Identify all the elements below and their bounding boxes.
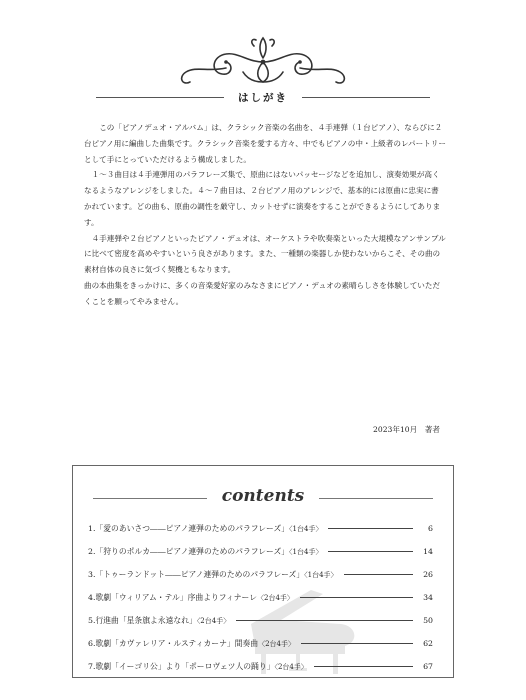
toc-entry-title-text: 4.歌劇「ウィリアム・テル」序曲よりフィナーレ: [88, 592, 257, 602]
toc-entry-ensemble: 〈1台4手〉: [289, 547, 323, 556]
preface-signature: 2023年10月 著者: [373, 425, 440, 434]
toc-entry-ensemble: 〈1台4手〉: [289, 524, 323, 533]
preface-paragraph: この「ピアノデュオ・アルバム」は、クラシック音楽の名曲を、４手連弾（１台ピアノ）、ならびに２台ピアノ用に編曲した曲集です。クラシック音楽を愛する方々、中でもピアノの中・上級者のレパートリーとして手にとっていただけるよう構成しました。: [84, 123, 446, 164]
toc-entry[interactable]: [88, 544, 433, 558]
toc-entry-title-text: 3.「トゥーランドット――ピアノ連弾のためのパラフレーズ」: [88, 569, 305, 579]
toc-entry-page: 6: [428, 523, 433, 533]
toc-entry-ensemble: 〈2台4手〉: [274, 662, 308, 671]
toc-leader-line: [300, 597, 413, 598]
toc-entry-title: [88, 592, 294, 603]
preface-heading-text: はしがき: [224, 90, 302, 105]
toc-leader-line: [236, 620, 413, 621]
preface-paragraph: 曲の本曲集をきっかけに、多くの音楽愛好家のみなさまにピアノ・デュオの素晴らしさを体験していただくことを願ってやみません。: [84, 280, 441, 306]
preface-paragraph: １～３曲目は４手連弾用のパラフレーズ集で、原曲にはないパッセージなどを追加し、演奏効果が高くなるようなアレンジをしました。４～７曲目は、２台ピアノ用のアレンジで、基本的には原曲に忠実に書かれています。どの曲も、原曲の調性を厳守し、カットせずに演奏をすることができるようにしてあります。: [84, 170, 441, 227]
toc-entry[interactable]: [88, 659, 433, 673]
toc-entry-title: [88, 661, 308, 672]
toc-entry-title-text: 1.「愛のあいさつ――ピアノ連弾のためのパラフレーズ」: [88, 523, 290, 533]
contents-title: [73, 486, 453, 506]
toc-leader-line: [301, 643, 413, 644]
toc-entry-title: [88, 569, 338, 580]
toc-entry-title-text: 6.歌劇「カヴァレリア・ルスティカーナ」間奏曲: [88, 638, 259, 648]
contents-title-text: contents: [216, 486, 311, 506]
preface-heading: [0, 86, 526, 105]
toc-entry-title-text: 5.行進曲「星条旗よ永遠なれ」: [88, 615, 197, 625]
toc-entry[interactable]: [88, 590, 433, 604]
toc-entry-page: 14: [423, 546, 433, 556]
toc-entry-ensemble: 〈2台4手〉: [257, 593, 294, 602]
toc-leader-line: [314, 666, 413, 667]
toc-entry-title: [88, 546, 322, 557]
toc-entry[interactable]: [88, 636, 433, 650]
toc-entry[interactable]: [88, 613, 433, 627]
toc-leader-line: [344, 574, 413, 575]
toc-entry[interactable]: [88, 567, 433, 581]
toc-entry-ensemble: 〈2台4手〉: [196, 616, 231, 625]
toc-entry-title: [88, 638, 295, 649]
toc-entry-page: 67: [423, 661, 433, 671]
preface-body: [84, 120, 446, 310]
toc-entry-title-text: 2.「狩りのポルカ――ピアノ連弾のためのパラフレーズ」: [88, 546, 290, 556]
toc-entry-title: [88, 523, 322, 534]
decorative-flourish-icon: [168, 32, 358, 88]
toc-entry[interactable]: [88, 521, 433, 535]
preface-paragraph: ４手連弾や２台ピアノといったピアノ・デュオは、オーケストラや吹奏楽といった大規模なアンサンブルに比べて密度を高めやすいという良さがあります。また、一種類の楽器しか使わないからこそ、その曲の素材自体の良さに気づく契機ともなります。: [84, 233, 446, 275]
toc-entry-page: 26: [423, 569, 433, 579]
toc-entry-page: 34: [423, 592, 433, 602]
toc-entry-ensemble: 〈1台4手〉: [304, 570, 338, 579]
contents-box: [72, 465, 454, 678]
toc-entry-title: [88, 615, 230, 626]
toc-entry-ensemble: 〈2台4手〉: [258, 639, 296, 648]
toc-entry-page: 50: [423, 615, 433, 625]
toc-leader-line: [328, 528, 413, 529]
toc-entry-page: 62: [423, 638, 433, 648]
toc-entry-title-text: 7.歌劇「イーゴリ公」より「ポーロヴェツ人の踊り」: [88, 661, 275, 671]
toc-leader-line: [328, 551, 413, 552]
